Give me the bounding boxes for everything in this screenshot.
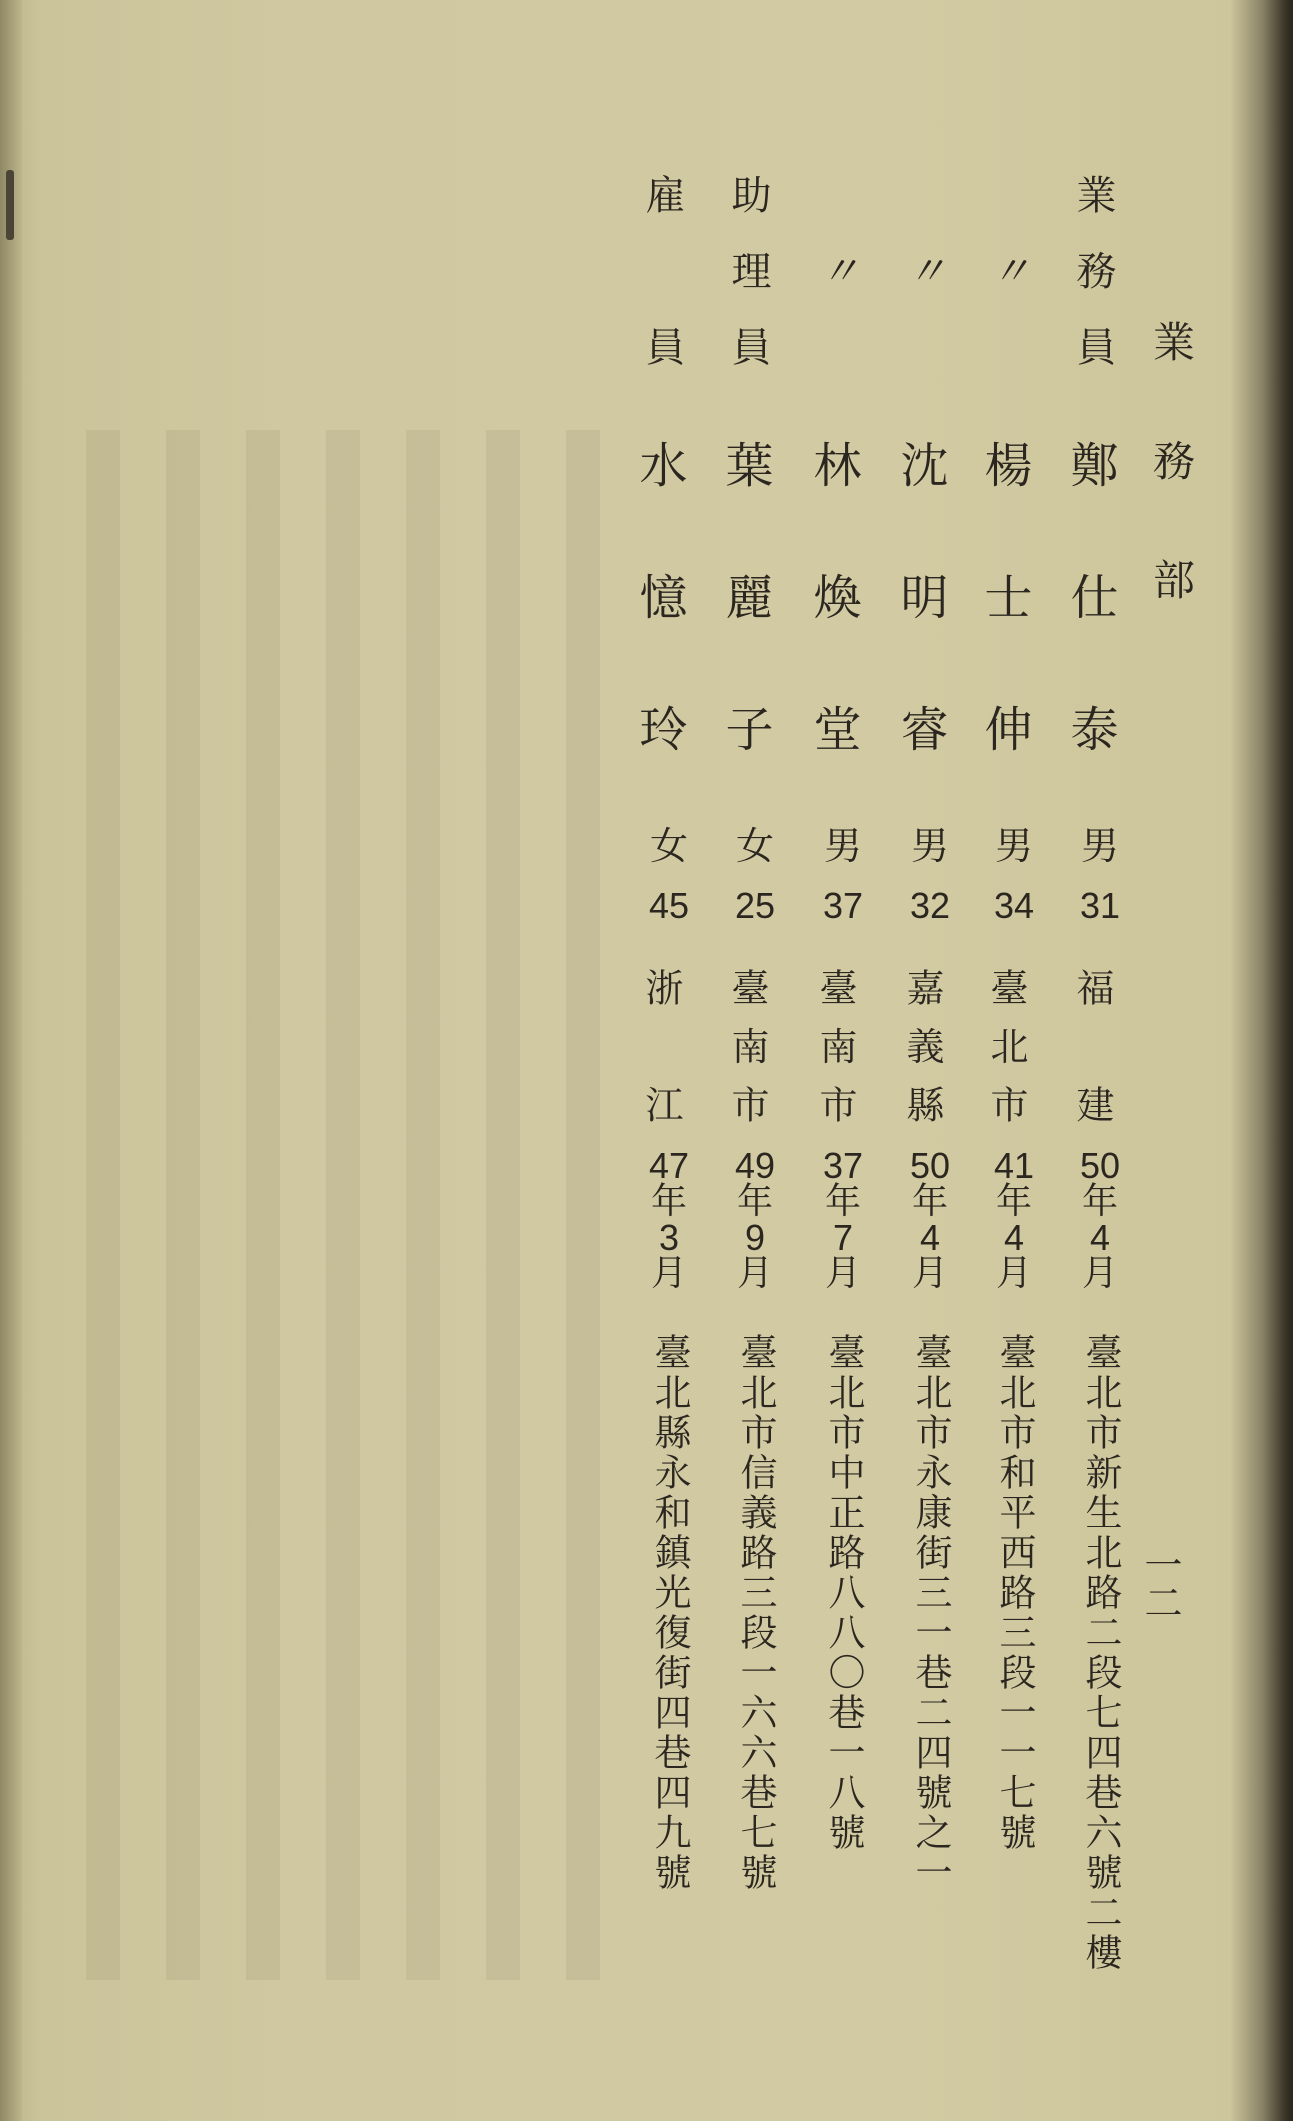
age: 45 [648,885,690,926]
native-place: 福建 [1070,968,1114,1123]
join-month: 9 [744,1217,766,1258]
staff-name: 水憶玲 [631,440,687,752]
staff-name: 楊士伸 [976,440,1032,752]
sex: 男 [994,824,1033,868]
address: 臺北市信義路三段一六六巷七號 [734,1333,777,1893]
page-number: 一二 [1138,1545,1182,1621]
month-unit: 月 [824,1253,861,1294]
month-unit: 月 [650,1253,687,1294]
staff-name: 葉麗子 [717,440,773,752]
join-date [725,1145,785,1294]
staff-entry [976,0,1044,2121]
job-title: 助理員 [725,174,771,366]
address: 臺北市永康街三一巷二四號之一 [909,1333,952,1893]
job-title: 〃 [813,250,859,290]
staff-name: 沈明睿 [892,440,948,752]
native-place: 嘉義縣 [900,968,944,1123]
join-month: 7 [832,1217,854,1258]
address: 臺北市新生北路二段七四巷六號二樓 [1079,1333,1122,1973]
age: 34 [993,885,1035,926]
age: 32 [909,885,951,926]
job-title: 〃 [984,250,1030,290]
year-unit: 年 [1081,1181,1118,1222]
sex: 女 [735,824,774,868]
join-year: 50 [1079,1145,1121,1186]
sex: 男 [1080,824,1119,868]
join-date [984,1145,1044,1294]
staff-entry [892,0,960,2121]
sex: 男 [823,824,862,868]
year-unit: 年 [995,1181,1032,1222]
staff-name: 林煥堂 [805,440,861,752]
book-spine-edge [0,0,22,2121]
join-month: 3 [658,1217,680,1258]
address: 臺北市中正路八八〇巷一八號 [822,1333,865,1853]
year-unit: 年 [911,1181,948,1222]
join-month: 4 [1003,1217,1025,1258]
staff-name: 鄭仕泰 [1062,440,1118,752]
staff-entry [1062,0,1130,2121]
join-year: 47 [648,1145,690,1186]
join-year: 50 [909,1145,951,1186]
year-unit: 年 [736,1181,773,1222]
month-unit: 月 [736,1253,773,1294]
age: 31 [1079,885,1121,926]
join-month: 4 [1089,1217,1111,1258]
join-date [813,1145,873,1294]
month-unit: 月 [1081,1253,1118,1294]
job-title: 雇員 [639,174,685,366]
staff-entry [717,0,785,2121]
year-unit: 年 [650,1181,687,1222]
address: 臺北縣永和鎮光復街四巷四九號 [648,1333,691,1893]
year-unit: 年 [824,1181,861,1222]
age: 25 [734,885,776,926]
native-place: 臺南市 [725,968,769,1123]
native-place: 臺北市 [984,968,1028,1123]
join-month: 4 [919,1217,941,1258]
native-place: 臺南市 [813,968,857,1123]
address: 臺北市和平西路三段一一七號 [993,1333,1036,1853]
join-date [900,1145,960,1294]
join-date [639,1145,699,1294]
age: 37 [822,885,864,926]
native-place: 浙江 [639,968,683,1123]
sex: 女 [649,824,688,868]
bleed-through-text [40,430,600,1980]
join-year: 41 [993,1145,1035,1186]
binding-mark [6,170,14,240]
staff-entry [805,0,873,2121]
job-title: 業務員 [1070,174,1116,366]
month-unit: 月 [995,1253,1032,1294]
sex: 男 [910,824,949,868]
month-unit: 月 [911,1253,948,1294]
job-title: 〃 [900,250,946,290]
join-date [1070,1145,1130,1294]
join-year: 37 [822,1145,864,1186]
join-year: 49 [734,1145,776,1186]
staff-entry [631,0,699,2121]
department-heading: 業務部 [1147,320,1196,600]
